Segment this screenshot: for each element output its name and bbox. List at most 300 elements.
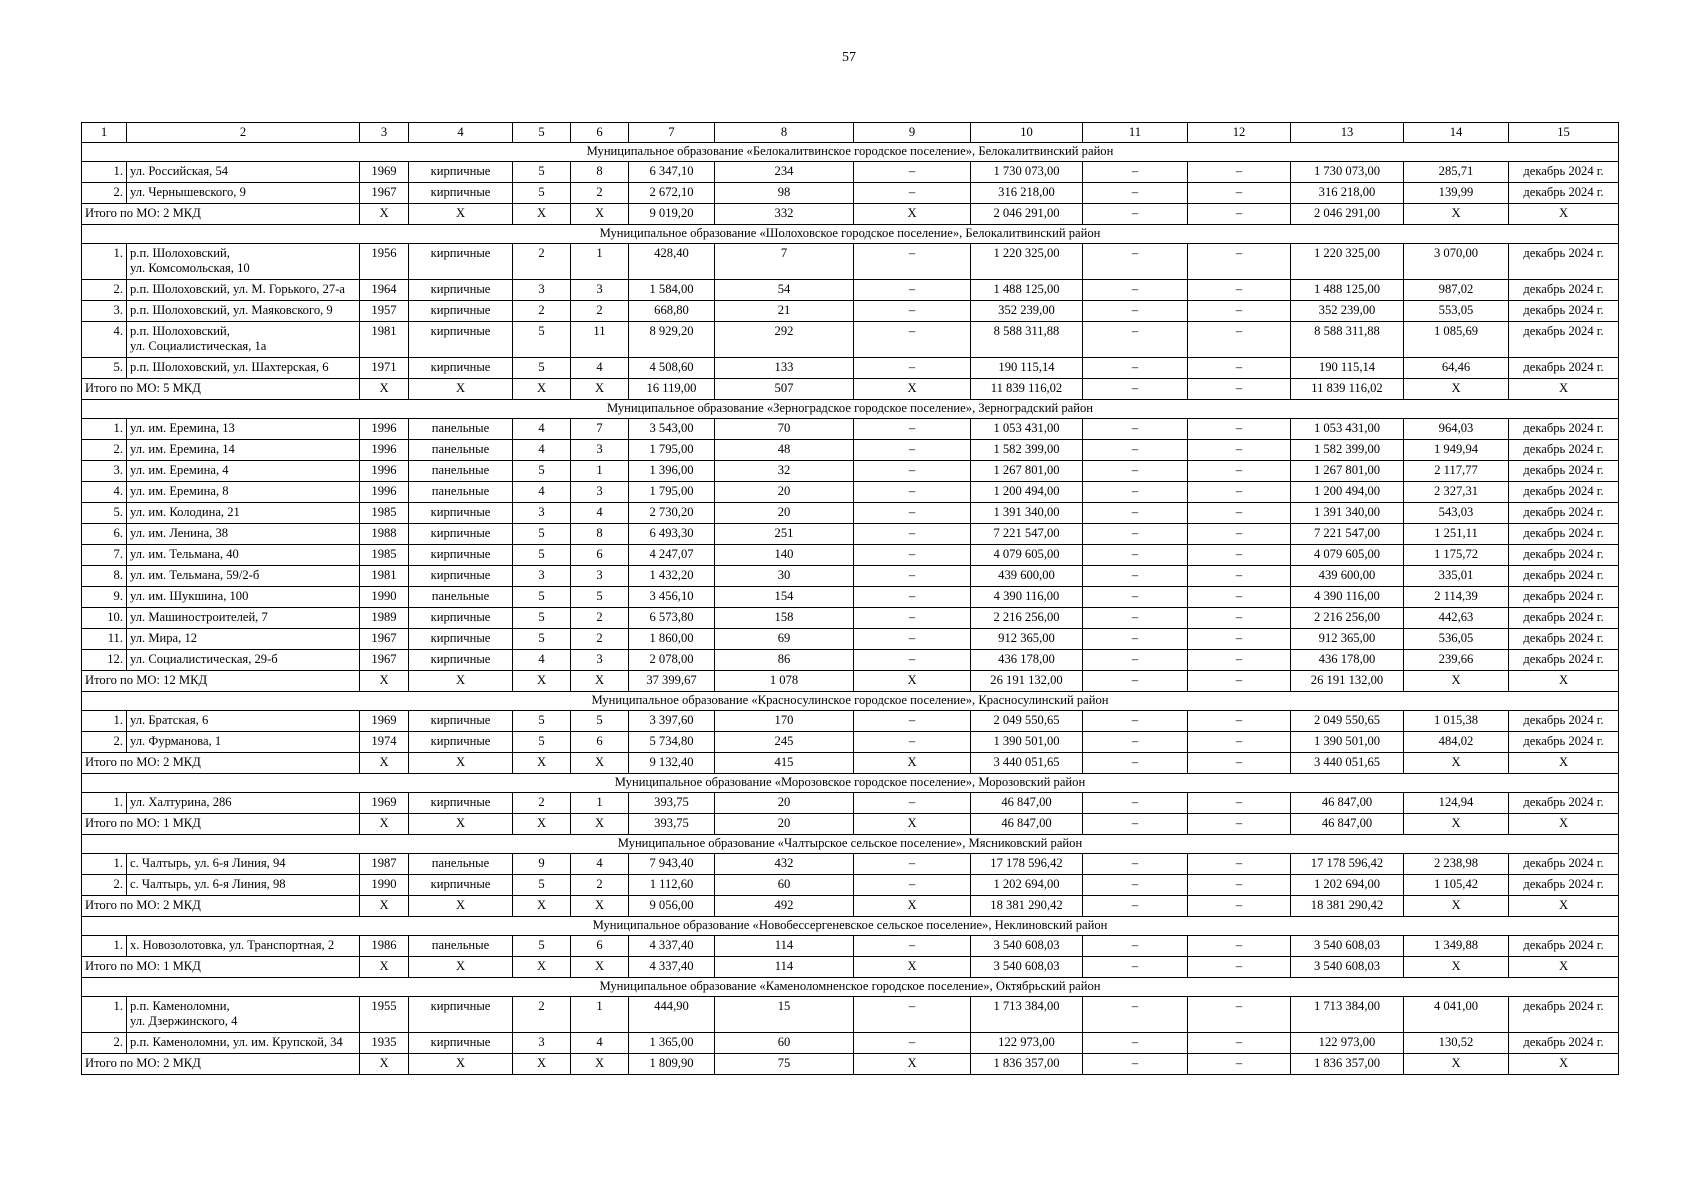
table-cell: X xyxy=(1404,896,1509,917)
table-cell: 8 588 311,88 xyxy=(971,322,1083,358)
table-cell: 987,02 xyxy=(1404,280,1509,301)
table-cell: декабрь 2024 г. xyxy=(1509,997,1619,1033)
table-row xyxy=(82,711,1619,732)
table-cell: 1 949,94 xyxy=(1404,440,1509,461)
table-cell: X xyxy=(854,204,971,225)
table-cell: – xyxy=(854,524,971,545)
table-cell: X xyxy=(1509,814,1619,835)
table-cell: декабрь 2024 г. xyxy=(1509,301,1619,322)
table-cell: 1. xyxy=(82,711,127,732)
table-cell: 1981 xyxy=(360,322,409,358)
table-cell: 26 191 132,00 xyxy=(971,671,1083,692)
table-cell: 86 xyxy=(715,650,854,671)
table-cell: 1985 xyxy=(360,503,409,524)
table-cell: 1971 xyxy=(360,358,409,379)
table-cell: – xyxy=(1083,854,1188,875)
table-cell: 1967 xyxy=(360,183,409,204)
table-cell: X xyxy=(409,814,513,835)
table-cell: 69 xyxy=(715,629,854,650)
table-cell: 6 347,10 xyxy=(629,162,715,183)
table-cell: 1 220 325,00 xyxy=(971,244,1083,280)
table-cell: кирпичные xyxy=(409,650,513,671)
table-cell: 64,46 xyxy=(1404,358,1509,379)
table-cell: декабрь 2024 г. xyxy=(1509,244,1619,280)
table-row xyxy=(82,587,1619,608)
table-cell: кирпичные xyxy=(409,280,513,301)
table-cell: – xyxy=(854,608,971,629)
table-cell: 2 730,20 xyxy=(629,503,715,524)
table-cell: 21 xyxy=(715,301,854,322)
column-header: 1 xyxy=(82,123,127,143)
table-cell: – xyxy=(1083,875,1188,896)
column-header: 9 xyxy=(854,123,971,143)
table-cell: 1967 xyxy=(360,650,409,671)
table-cell: – xyxy=(1083,732,1188,753)
table-cell: р.п. Каменоломни, ул. Дзержинского, 4 xyxy=(127,997,360,1033)
table-cell: – xyxy=(854,322,971,358)
table-cell: 1996 xyxy=(360,419,409,440)
column-header: 3 xyxy=(360,123,409,143)
table-cell: 2 046 291,00 xyxy=(1291,204,1404,225)
table-cell: декабрь 2024 г. xyxy=(1509,322,1619,358)
table-cell: – xyxy=(854,711,971,732)
table-cell: 8 929,20 xyxy=(629,322,715,358)
table-cell: X xyxy=(360,204,409,225)
table-cell: 9 xyxy=(513,854,571,875)
table-cell: 46 847,00 xyxy=(971,793,1083,814)
table-cell: 32 xyxy=(715,461,854,482)
table-cell: 1 390 501,00 xyxy=(1291,732,1404,753)
table-cell: панельные xyxy=(409,419,513,440)
table-cell: – xyxy=(1083,711,1188,732)
table-cell: – xyxy=(854,482,971,503)
table-cell: – xyxy=(1188,301,1291,322)
table-cell: 3 070,00 xyxy=(1404,244,1509,280)
section-title: Муниципальное образование «Чалтырское сельское поселение», Мясниковский район xyxy=(82,835,1619,854)
table-cell: X xyxy=(1509,957,1619,978)
table-cell: – xyxy=(1188,545,1291,566)
table-cell: р.п. Шолоховский, ул. М. Горького, 27-а xyxy=(127,280,360,301)
table-cell: – xyxy=(1188,671,1291,692)
table-cell: кирпичные xyxy=(409,183,513,204)
table-cell: 285,71 xyxy=(1404,162,1509,183)
table-cell: – xyxy=(854,244,971,280)
section-title: Муниципальное образование «Красносулинское городское поселение», Красносулинский район xyxy=(82,692,1619,711)
table-cell: 2 216 256,00 xyxy=(1291,608,1404,629)
table-cell: – xyxy=(1083,503,1188,524)
total-row xyxy=(82,671,1619,692)
table-cell: 5 xyxy=(513,875,571,896)
table-cell: 3 xyxy=(571,280,629,301)
table-cell: 1 200 494,00 xyxy=(971,482,1083,503)
table-cell: декабрь 2024 г. xyxy=(1509,875,1619,896)
table-cell: 1. xyxy=(82,793,127,814)
table-cell: 332 xyxy=(715,204,854,225)
table-cell: 18 381 290,42 xyxy=(971,896,1083,917)
table-cell: 1 202 694,00 xyxy=(1291,875,1404,896)
table-cell: 5 xyxy=(513,162,571,183)
table-cell: – xyxy=(1083,608,1188,629)
table-cell: 4 xyxy=(571,854,629,875)
table-cell: р.п. Каменоломни, ул. им. Крупской, 34 xyxy=(127,1033,360,1054)
table-cell: 1956 xyxy=(360,244,409,280)
table-cell: – xyxy=(1188,997,1291,1033)
table-cell: 1 267 801,00 xyxy=(1291,461,1404,482)
table-cell: 543,03 xyxy=(1404,503,1509,524)
table-cell: 912 365,00 xyxy=(971,629,1083,650)
table-cell: 5 xyxy=(513,524,571,545)
table-cell: 5 xyxy=(513,461,571,482)
table-cell: – xyxy=(854,566,971,587)
table-cell: декабрь 2024 г. xyxy=(1509,732,1619,753)
table-cell: 1 202 694,00 xyxy=(971,875,1083,896)
table-cell: 4 337,40 xyxy=(629,957,715,978)
table-cell: 1 795,00 xyxy=(629,440,715,461)
total-row xyxy=(82,753,1619,774)
table-cell: – xyxy=(1188,753,1291,774)
section-title: Муниципальное образование «Зерноградское городское поселение», Зерноградский район xyxy=(82,400,1619,419)
table-cell: 1935 xyxy=(360,1033,409,1054)
table-cell: – xyxy=(1188,1054,1291,1075)
table-cell: 251 xyxy=(715,524,854,545)
table-cell: декабрь 2024 г. xyxy=(1509,419,1619,440)
table-cell: 46 847,00 xyxy=(1291,793,1404,814)
table-cell: декабрь 2024 г. xyxy=(1509,524,1619,545)
table-cell: – xyxy=(854,732,971,753)
table-cell: 20 xyxy=(715,814,854,835)
table-cell: 6 xyxy=(571,732,629,753)
table-cell: – xyxy=(1188,503,1291,524)
table-cell: – xyxy=(1083,358,1188,379)
table-cell: – xyxy=(1083,671,1188,692)
table-cell: ул. Российская, 54 xyxy=(127,162,360,183)
table-cell: ул. им. Тельмана, 40 xyxy=(127,545,360,566)
table-cell: 8 588 311,88 xyxy=(1291,322,1404,358)
table-cell: 9 056,00 xyxy=(629,896,715,917)
total-label: Итого по МО: 1 МКД xyxy=(82,957,360,978)
table-cell: – xyxy=(1188,244,1291,280)
table-cell: кирпичные xyxy=(409,793,513,814)
table-cell: 98 xyxy=(715,183,854,204)
table-cell: декабрь 2024 г. xyxy=(1509,936,1619,957)
table-row xyxy=(82,650,1619,671)
section-header-row xyxy=(82,400,1619,419)
section-title: Муниципальное образование «Новобессергеневское сельское поселение», Неклиновский район xyxy=(82,917,1619,936)
table-cell: ул. им. Шукшина, 100 xyxy=(127,587,360,608)
table-cell: – xyxy=(1083,461,1188,482)
table-cell: 1964 xyxy=(360,280,409,301)
table-cell: – xyxy=(854,587,971,608)
table-row xyxy=(82,322,1619,358)
table-cell: 2 xyxy=(513,997,571,1033)
table-cell: 5 xyxy=(513,322,571,358)
table-cell: – xyxy=(1188,322,1291,358)
table-cell: 1987 xyxy=(360,854,409,875)
table-cell: с. Чалтырь, ул. 6-я Линия, 94 xyxy=(127,854,360,875)
table-cell: X xyxy=(1404,204,1509,225)
table-cell: 436 178,00 xyxy=(971,650,1083,671)
table-cell: 133 xyxy=(715,358,854,379)
table-cell: 5 xyxy=(513,545,571,566)
total-row xyxy=(82,896,1619,917)
table-cell: 114 xyxy=(715,936,854,957)
table-cell: 5. xyxy=(82,503,127,524)
table-cell: X xyxy=(360,957,409,978)
column-header: 8 xyxy=(715,123,854,143)
table-cell: – xyxy=(1083,204,1188,225)
table-cell: – xyxy=(1083,936,1188,957)
table-cell: X xyxy=(854,1054,971,1075)
table-cell: – xyxy=(1188,629,1291,650)
table-cell: X xyxy=(571,753,629,774)
column-header: 10 xyxy=(971,123,1083,143)
table-cell: – xyxy=(854,419,971,440)
table-cell: кирпичные xyxy=(409,711,513,732)
table-cell: 4 390 116,00 xyxy=(971,587,1083,608)
table-cell: 17 178 596,42 xyxy=(971,854,1083,875)
table-cell: 4 508,60 xyxy=(629,358,715,379)
table-cell: 190 115,14 xyxy=(1291,358,1404,379)
table-cell: 2 xyxy=(571,608,629,629)
table-cell: 553,05 xyxy=(1404,301,1509,322)
table-cell: 60 xyxy=(715,1033,854,1054)
table-cell: 3. xyxy=(82,461,127,482)
table-cell: – xyxy=(1083,650,1188,671)
table-cell: р.п. Шолоховский, ул. Социалистическая, 1а xyxy=(127,322,360,358)
table-cell: 122 973,00 xyxy=(971,1033,1083,1054)
table-cell: 7. xyxy=(82,545,127,566)
table-cell: X xyxy=(1404,814,1509,835)
table-cell: 1996 xyxy=(360,461,409,482)
table-cell: – xyxy=(1083,322,1188,358)
table-cell: 507 xyxy=(715,379,854,400)
table-cell: 415 xyxy=(715,753,854,774)
table-cell: 292 xyxy=(715,322,854,358)
total-row xyxy=(82,204,1619,225)
table-cell: X xyxy=(854,814,971,835)
table-cell: 18 381 290,42 xyxy=(1291,896,1404,917)
table-cell: 436 178,00 xyxy=(1291,650,1404,671)
table-cell: 239,66 xyxy=(1404,650,1509,671)
table-cell: 7 221 547,00 xyxy=(1291,524,1404,545)
table-cell: – xyxy=(1083,301,1188,322)
table-cell: 234 xyxy=(715,162,854,183)
table-cell: 3 xyxy=(513,566,571,587)
table-cell: 1 112,60 xyxy=(629,875,715,896)
column-header: 5 xyxy=(513,123,571,143)
column-header: 2 xyxy=(127,123,360,143)
table-cell: – xyxy=(1083,793,1188,814)
table-cell: – xyxy=(1188,814,1291,835)
total-label: Итого по МО: 5 МКД xyxy=(82,379,360,400)
table-cell: – xyxy=(1083,1054,1188,1075)
table-cell: – xyxy=(1083,566,1188,587)
table-row xyxy=(82,440,1619,461)
table-cell: – xyxy=(854,854,971,875)
table-cell: 2 238,98 xyxy=(1404,854,1509,875)
table-cell: 11 839 116,02 xyxy=(1291,379,1404,400)
table-cell: X xyxy=(854,957,971,978)
table-cell: 1 xyxy=(571,793,629,814)
table-cell: – xyxy=(854,629,971,650)
table-cell: X xyxy=(409,671,513,692)
table-cell: кирпичные xyxy=(409,875,513,896)
table-cell: X xyxy=(360,753,409,774)
table-cell: 1981 xyxy=(360,566,409,587)
table-cell: 48 xyxy=(715,440,854,461)
table-cell: панельные xyxy=(409,936,513,957)
table-cell: 1955 xyxy=(360,997,409,1033)
table-cell: – xyxy=(854,162,971,183)
table-cell: X xyxy=(513,1054,571,1075)
column-header: 14 xyxy=(1404,123,1509,143)
table-cell: 15 xyxy=(715,997,854,1033)
table-cell: 7 xyxy=(571,419,629,440)
table-cell: – xyxy=(854,301,971,322)
table-cell: X xyxy=(1509,753,1619,774)
table-cell: кирпичные xyxy=(409,1033,513,1054)
table-cell: 1. xyxy=(82,162,127,183)
table-cell: декабрь 2024 г. xyxy=(1509,566,1619,587)
table-row xyxy=(82,936,1619,957)
table-cell: 1 836 357,00 xyxy=(1291,1054,1404,1075)
table-cell: 1 175,72 xyxy=(1404,545,1509,566)
table-cell: X xyxy=(360,379,409,400)
table-cell: 352 239,00 xyxy=(971,301,1083,322)
table-cell: 1. xyxy=(82,419,127,440)
table-cell: 5 xyxy=(513,732,571,753)
table-cell: 335,01 xyxy=(1404,566,1509,587)
page-number: 57 xyxy=(842,50,856,65)
table-cell: 2 049 550,65 xyxy=(1291,711,1404,732)
table-cell: кирпичные xyxy=(409,629,513,650)
table-cell: 1 xyxy=(571,461,629,482)
total-label: Итого по МО: 2 МКД xyxy=(82,1054,360,1075)
table-cell: панельные xyxy=(409,461,513,482)
table-cell: – xyxy=(1188,1033,1291,1054)
table-cell: 1996 xyxy=(360,440,409,461)
table-cell: 6 xyxy=(571,936,629,957)
table-cell: 1 795,00 xyxy=(629,482,715,503)
table-cell: 4 247,07 xyxy=(629,545,715,566)
table-cell: панельные xyxy=(409,587,513,608)
table-cell: 1 390 501,00 xyxy=(971,732,1083,753)
table-cell: 1. xyxy=(82,854,127,875)
table-cell: 4 079 605,00 xyxy=(971,545,1083,566)
table-cell: 1 251,11 xyxy=(1404,524,1509,545)
table-cell: 1 730 073,00 xyxy=(1291,162,1404,183)
table-cell: 245 xyxy=(715,732,854,753)
table-cell: 114 xyxy=(715,957,854,978)
table-cell: 8 xyxy=(571,162,629,183)
total-row xyxy=(82,1054,1619,1075)
table-cell: – xyxy=(854,358,971,379)
table-row xyxy=(82,280,1619,301)
table-cell: 3 540 608,03 xyxy=(1291,936,1404,957)
table-cell: – xyxy=(1083,753,1188,774)
table-cell: ул. Чернышевского, 9 xyxy=(127,183,360,204)
table-cell: 484,02 xyxy=(1404,732,1509,753)
table-row xyxy=(82,503,1619,524)
table-cell: 9 132,40 xyxy=(629,753,715,774)
table-cell: декабрь 2024 г. xyxy=(1509,608,1619,629)
section-title: Муниципальное образование «Шолоховское городское поселение», Белокалитвинский район xyxy=(82,225,1619,244)
table-cell: 3. xyxy=(82,301,127,322)
table-cell: 2 078,00 xyxy=(629,650,715,671)
table-cell: X xyxy=(513,753,571,774)
table-cell: 432 xyxy=(715,854,854,875)
table-cell: 1 432,20 xyxy=(629,566,715,587)
table-cell: 2 xyxy=(513,301,571,322)
table-cell: 3 xyxy=(571,650,629,671)
table-cell: 54 xyxy=(715,280,854,301)
table-row xyxy=(82,629,1619,650)
table-cell: р.п. Шолоховский, ул. Маяковского, 9 xyxy=(127,301,360,322)
table-row xyxy=(82,301,1619,322)
table-cell: 1990 xyxy=(360,875,409,896)
table-cell: 444,90 xyxy=(629,997,715,1033)
table-cell: – xyxy=(1188,204,1291,225)
table-cell: ул. им. Тельмана, 59/2-б xyxy=(127,566,360,587)
table-cell: 5 xyxy=(513,183,571,204)
table-cell: 124,94 xyxy=(1404,793,1509,814)
table-cell: 2 216 256,00 xyxy=(971,608,1083,629)
table-cell: – xyxy=(854,875,971,896)
table-cell: 122 973,00 xyxy=(1291,1033,1404,1054)
table-cell: 2. xyxy=(82,440,127,461)
table-cell: 60 xyxy=(715,875,854,896)
table-cell: 3 xyxy=(513,503,571,524)
table-cell: кирпичные xyxy=(409,301,513,322)
table-cell: – xyxy=(1083,280,1188,301)
section-header-row xyxy=(82,978,1619,997)
total-row xyxy=(82,957,1619,978)
table-cell: 2. xyxy=(82,732,127,753)
table-row xyxy=(82,566,1619,587)
table-cell: 170 xyxy=(715,711,854,732)
table-cell: 1969 xyxy=(360,793,409,814)
table-cell: 5 xyxy=(513,936,571,957)
table-cell: 1 349,88 xyxy=(1404,936,1509,957)
table-cell: 3 xyxy=(571,566,629,587)
table-cell: – xyxy=(1188,608,1291,629)
table-cell: 1988 xyxy=(360,524,409,545)
table-cell: – xyxy=(1083,629,1188,650)
table-cell: 1 582 399,00 xyxy=(971,440,1083,461)
table-cell: х. Новозолотовка, ул. Транспортная, 2 xyxy=(127,936,360,957)
table-cell: 5 xyxy=(513,608,571,629)
table-cell: – xyxy=(1188,419,1291,440)
table-cell: – xyxy=(854,650,971,671)
table-cell: панельные xyxy=(409,482,513,503)
table-cell: – xyxy=(1083,379,1188,400)
table-cell: 964,03 xyxy=(1404,419,1509,440)
total-row xyxy=(82,379,1619,400)
table-cell: X xyxy=(513,896,571,917)
table-cell: 2 xyxy=(513,793,571,814)
table-cell: кирпичные xyxy=(409,608,513,629)
table-row xyxy=(82,1033,1619,1054)
buildings-table xyxy=(81,122,1619,1075)
table-cell: X xyxy=(360,814,409,835)
table-cell: X xyxy=(854,896,971,917)
table-cell: 70 xyxy=(715,419,854,440)
section-title: Муниципальное образование «Каменоломненское городское поселение», Октябрьский район xyxy=(82,978,1619,997)
table-cell: 1 488 125,00 xyxy=(1291,280,1404,301)
table-row xyxy=(82,419,1619,440)
table-cell: 2 xyxy=(571,183,629,204)
table-cell: – xyxy=(1188,440,1291,461)
